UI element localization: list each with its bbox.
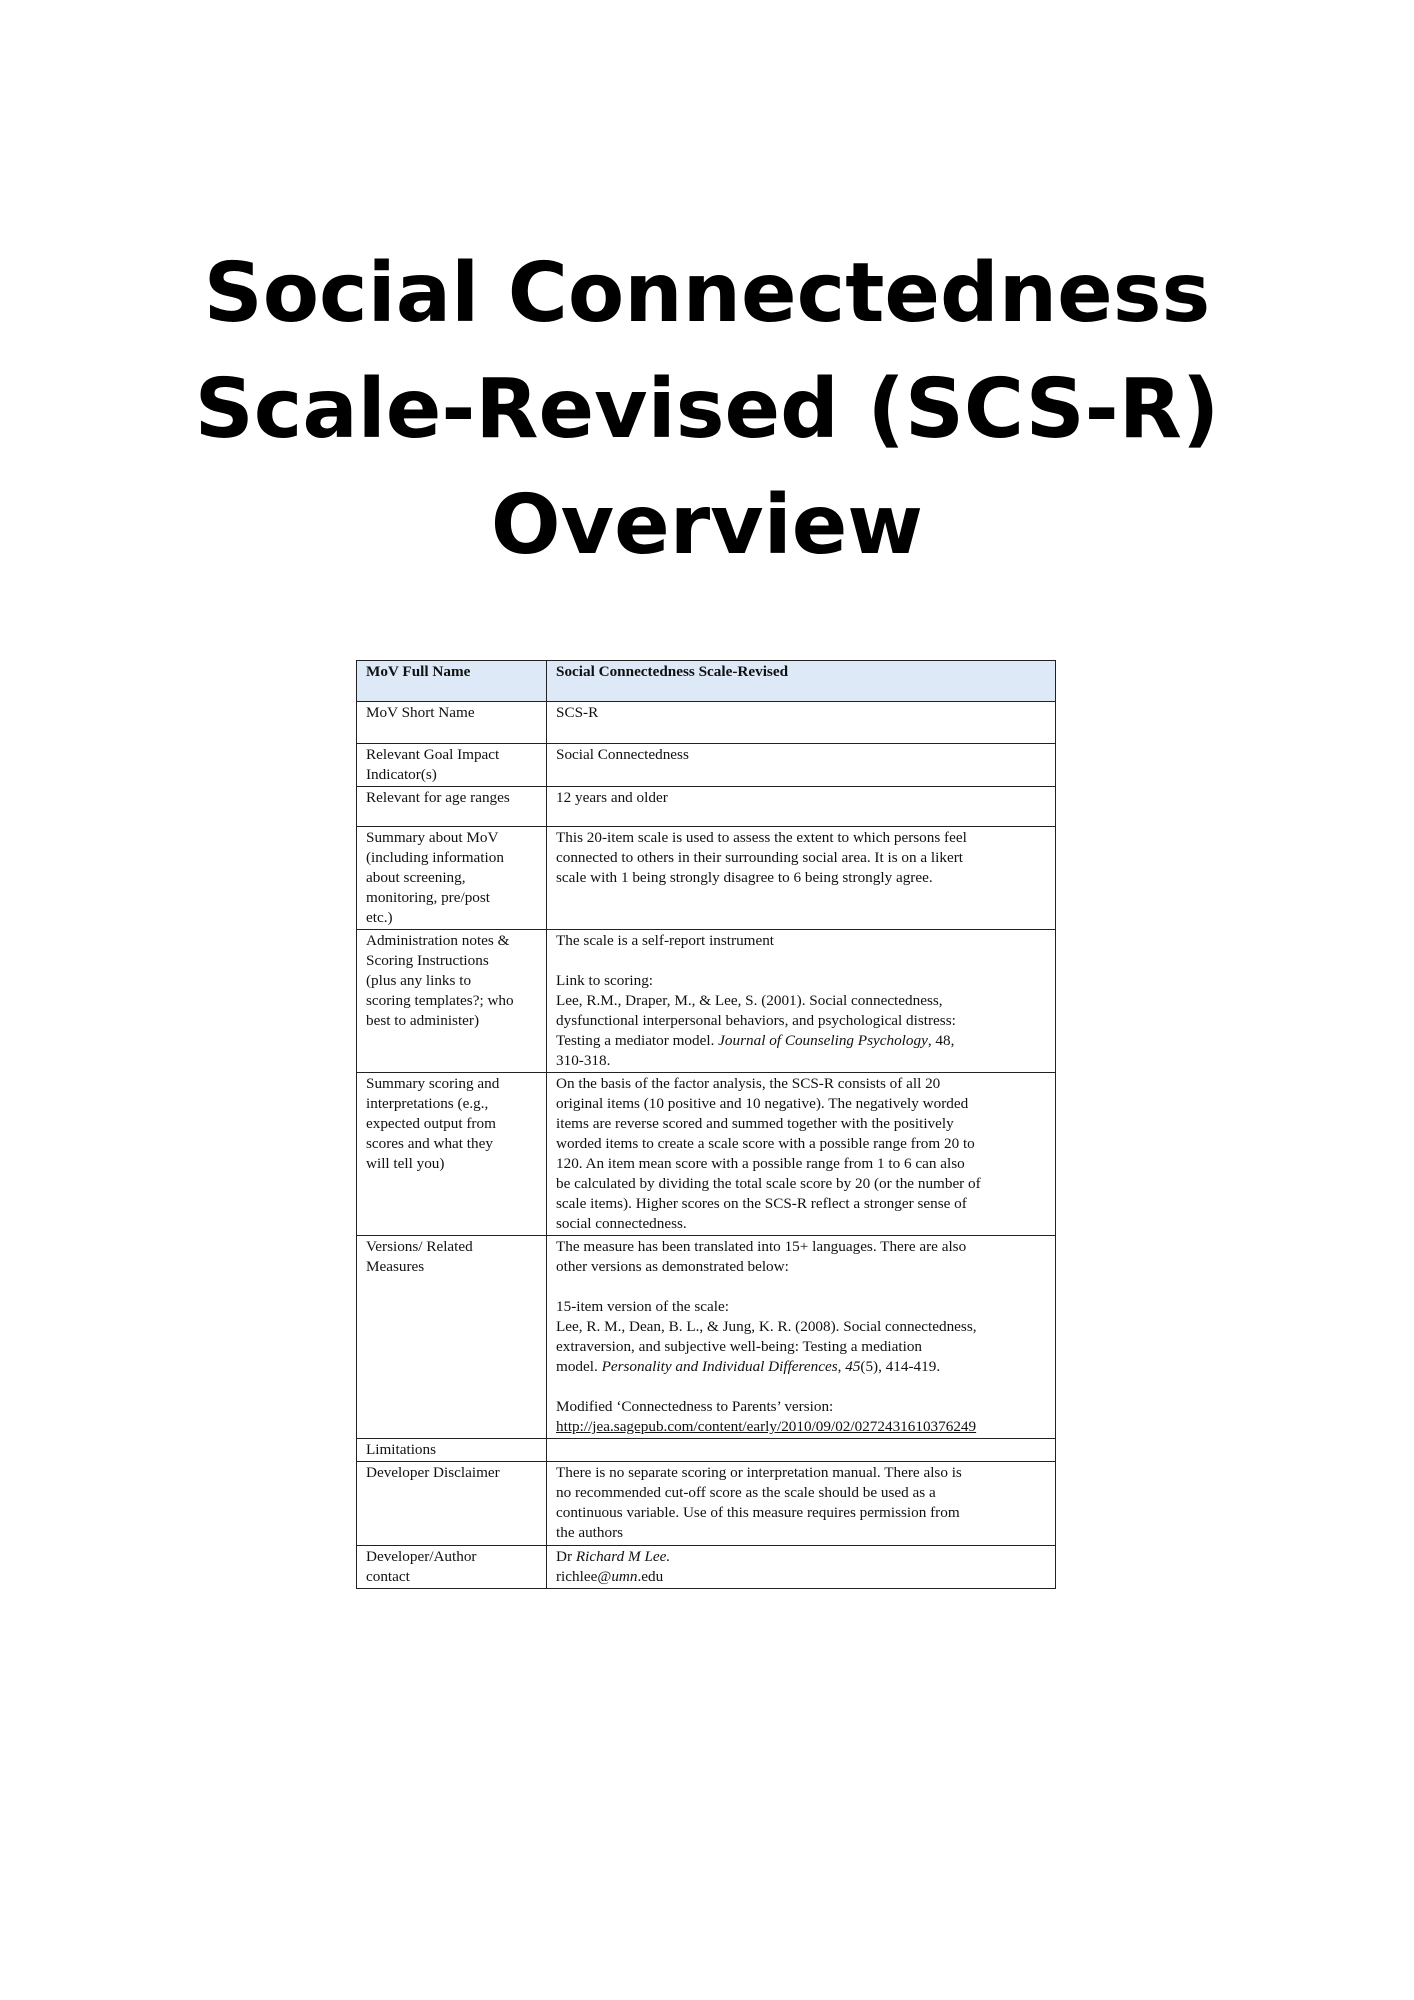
row-label: Relevant Goal Impact Indicator(s) — [357, 744, 547, 787]
table-row-summary — [357, 827, 1056, 930]
mov-table-container — [356, 660, 1055, 1589]
header-value-cell: Social Connectedness Scale-Revised — [547, 661, 1056, 702]
reference-line: model. Personality and Individual Differences, 45(5), 414-419. — [556, 1358, 941, 1375]
version-15-label: 15-item version of the scale: — [556, 1298, 729, 1315]
row-value: The measure has been translated into 15+ languages. There are also other versions as demonstrated below: 15-item version of the scale: Lee, R. M., Dean, B. L., & Jung, K. R. (2008). Social connectedness, extraversion, and subjective well-being: Testing a mediation model. Personality and Individual Differences, 45(5), 414-419. Modified ‘Connectedness to Parents’ version: http://jea.sagepub.com/content/early/2010/09/02/0272431610376249 — [547, 1236, 1056, 1439]
reference-line: Lee, R. M., Dean, B. L., & Jung, K. R. (2008). Social connectedness, — [556, 1318, 977, 1335]
row-label: Developer/Author contact — [357, 1546, 547, 1589]
table-row-scoring — [357, 1073, 1056, 1236]
table-row-age-range — [357, 787, 1056, 827]
admin-intro: The scale is a self-report instrument — [556, 932, 775, 949]
row-label: Summary about MoV (including information about screening, monitoring, pre/post etc.) — [357, 827, 547, 930]
row-value: On the basis of the factor analysis, the SCS-R consists of all 20 original items (10 positive and 10 negative). The negatively worded items are reverse scored and summed together with the positively worded items to create a scale score with a possible range from 20 to 120. An item mean score with a possible range from 1 to 6 can also be calculated by dividing the total scale score by 20 (or the number of scale items). Higher scores on the SCS-R reflect a stronger sense of social connectedness. — [547, 1073, 1056, 1236]
row-label: Versions/ Related Measures — [357, 1236, 547, 1439]
row-label: Relevant for age ranges — [357, 787, 547, 827]
table-row-contact — [357, 1546, 1056, 1589]
title-line-2: Scale-Revised (SCS-R) — [194, 362, 1220, 457]
table-row-versions — [357, 1236, 1056, 1439]
row-value — [547, 1546, 1056, 1589]
row-value: SCS-R — [547, 702, 1056, 744]
row-value: This 20-item scale is used to assess the extent to which persons feel connected to others in their surrounding social area. It is on a likert scale with 1 being strongly disagree to 6 being strongly agree. — [547, 827, 1056, 930]
row-label: Limitations — [357, 1439, 547, 1462]
developer-email[interactable]: richlee@umn.edu — [556, 1568, 664, 1585]
header-label-cell: MoV Full Name — [357, 661, 547, 702]
scoring-link-label: Link to scoring: — [556, 972, 654, 989]
table-row-administration — [357, 930, 1056, 1073]
page-title — [0, 236, 1414, 584]
reference-line: dysfunctional interpersonal behaviors, and psychological distress: — [556, 1012, 956, 1029]
reference-line: Testing a mediator model. Journal of Counseling Psychology, 48, — [556, 1032, 955, 1049]
row-label: Developer Disclaimer — [357, 1462, 547, 1546]
row-label: Administration notes & Scoring Instructions (plus any links to scoring templates?; who best to administer) — [357, 930, 547, 1073]
row-label: Summary scoring and interpretations (e.g., expected output from scores and what they will tell you) — [357, 1073, 547, 1236]
modified-version-label: Modified ‘Connectedness to Parents’ version: — [556, 1398, 834, 1415]
modified-version-link[interactable]: http://jea.sagepub.com/content/early/2010/09/02/0272431610376249 — [556, 1418, 977, 1435]
mov-overview-table — [356, 660, 1056, 1589]
developer-name: Dr Richard M Lee. — [556, 1548, 671, 1565]
table-row-limitations — [357, 1439, 1056, 1462]
table-row-disclaimer — [357, 1462, 1056, 1546]
row-value — [547, 1439, 1056, 1462]
row-value — [547, 930, 1056, 1073]
row-value: There is no separate scoring or interpretation manual. There also is no recommended cut-off score as the scale should be used as a continuous variable. Use of this measure requires permission from the authors — [547, 1462, 1056, 1546]
table-row-goal-indicator — [357, 744, 1056, 787]
row-label: MoV Short Name — [357, 702, 547, 744]
row-value: 12 years and older — [547, 787, 1056, 827]
title-line-3: Overview — [490, 478, 924, 573]
title-line-1: Social Connectedness — [203, 246, 1211, 341]
row-value: Social Connectedness — [547, 744, 1056, 787]
reference-line: Lee, R.M., Draper, M., & Lee, S. (2001). Social connectedness, — [556, 992, 943, 1009]
reference-line: 310-318. — [556, 1052, 611, 1069]
table-row-short-name — [357, 702, 1056, 744]
reference-line: extraversion, and subjective well-being: Testing a mediation — [556, 1338, 923, 1355]
table-header-row — [357, 661, 1056, 702]
